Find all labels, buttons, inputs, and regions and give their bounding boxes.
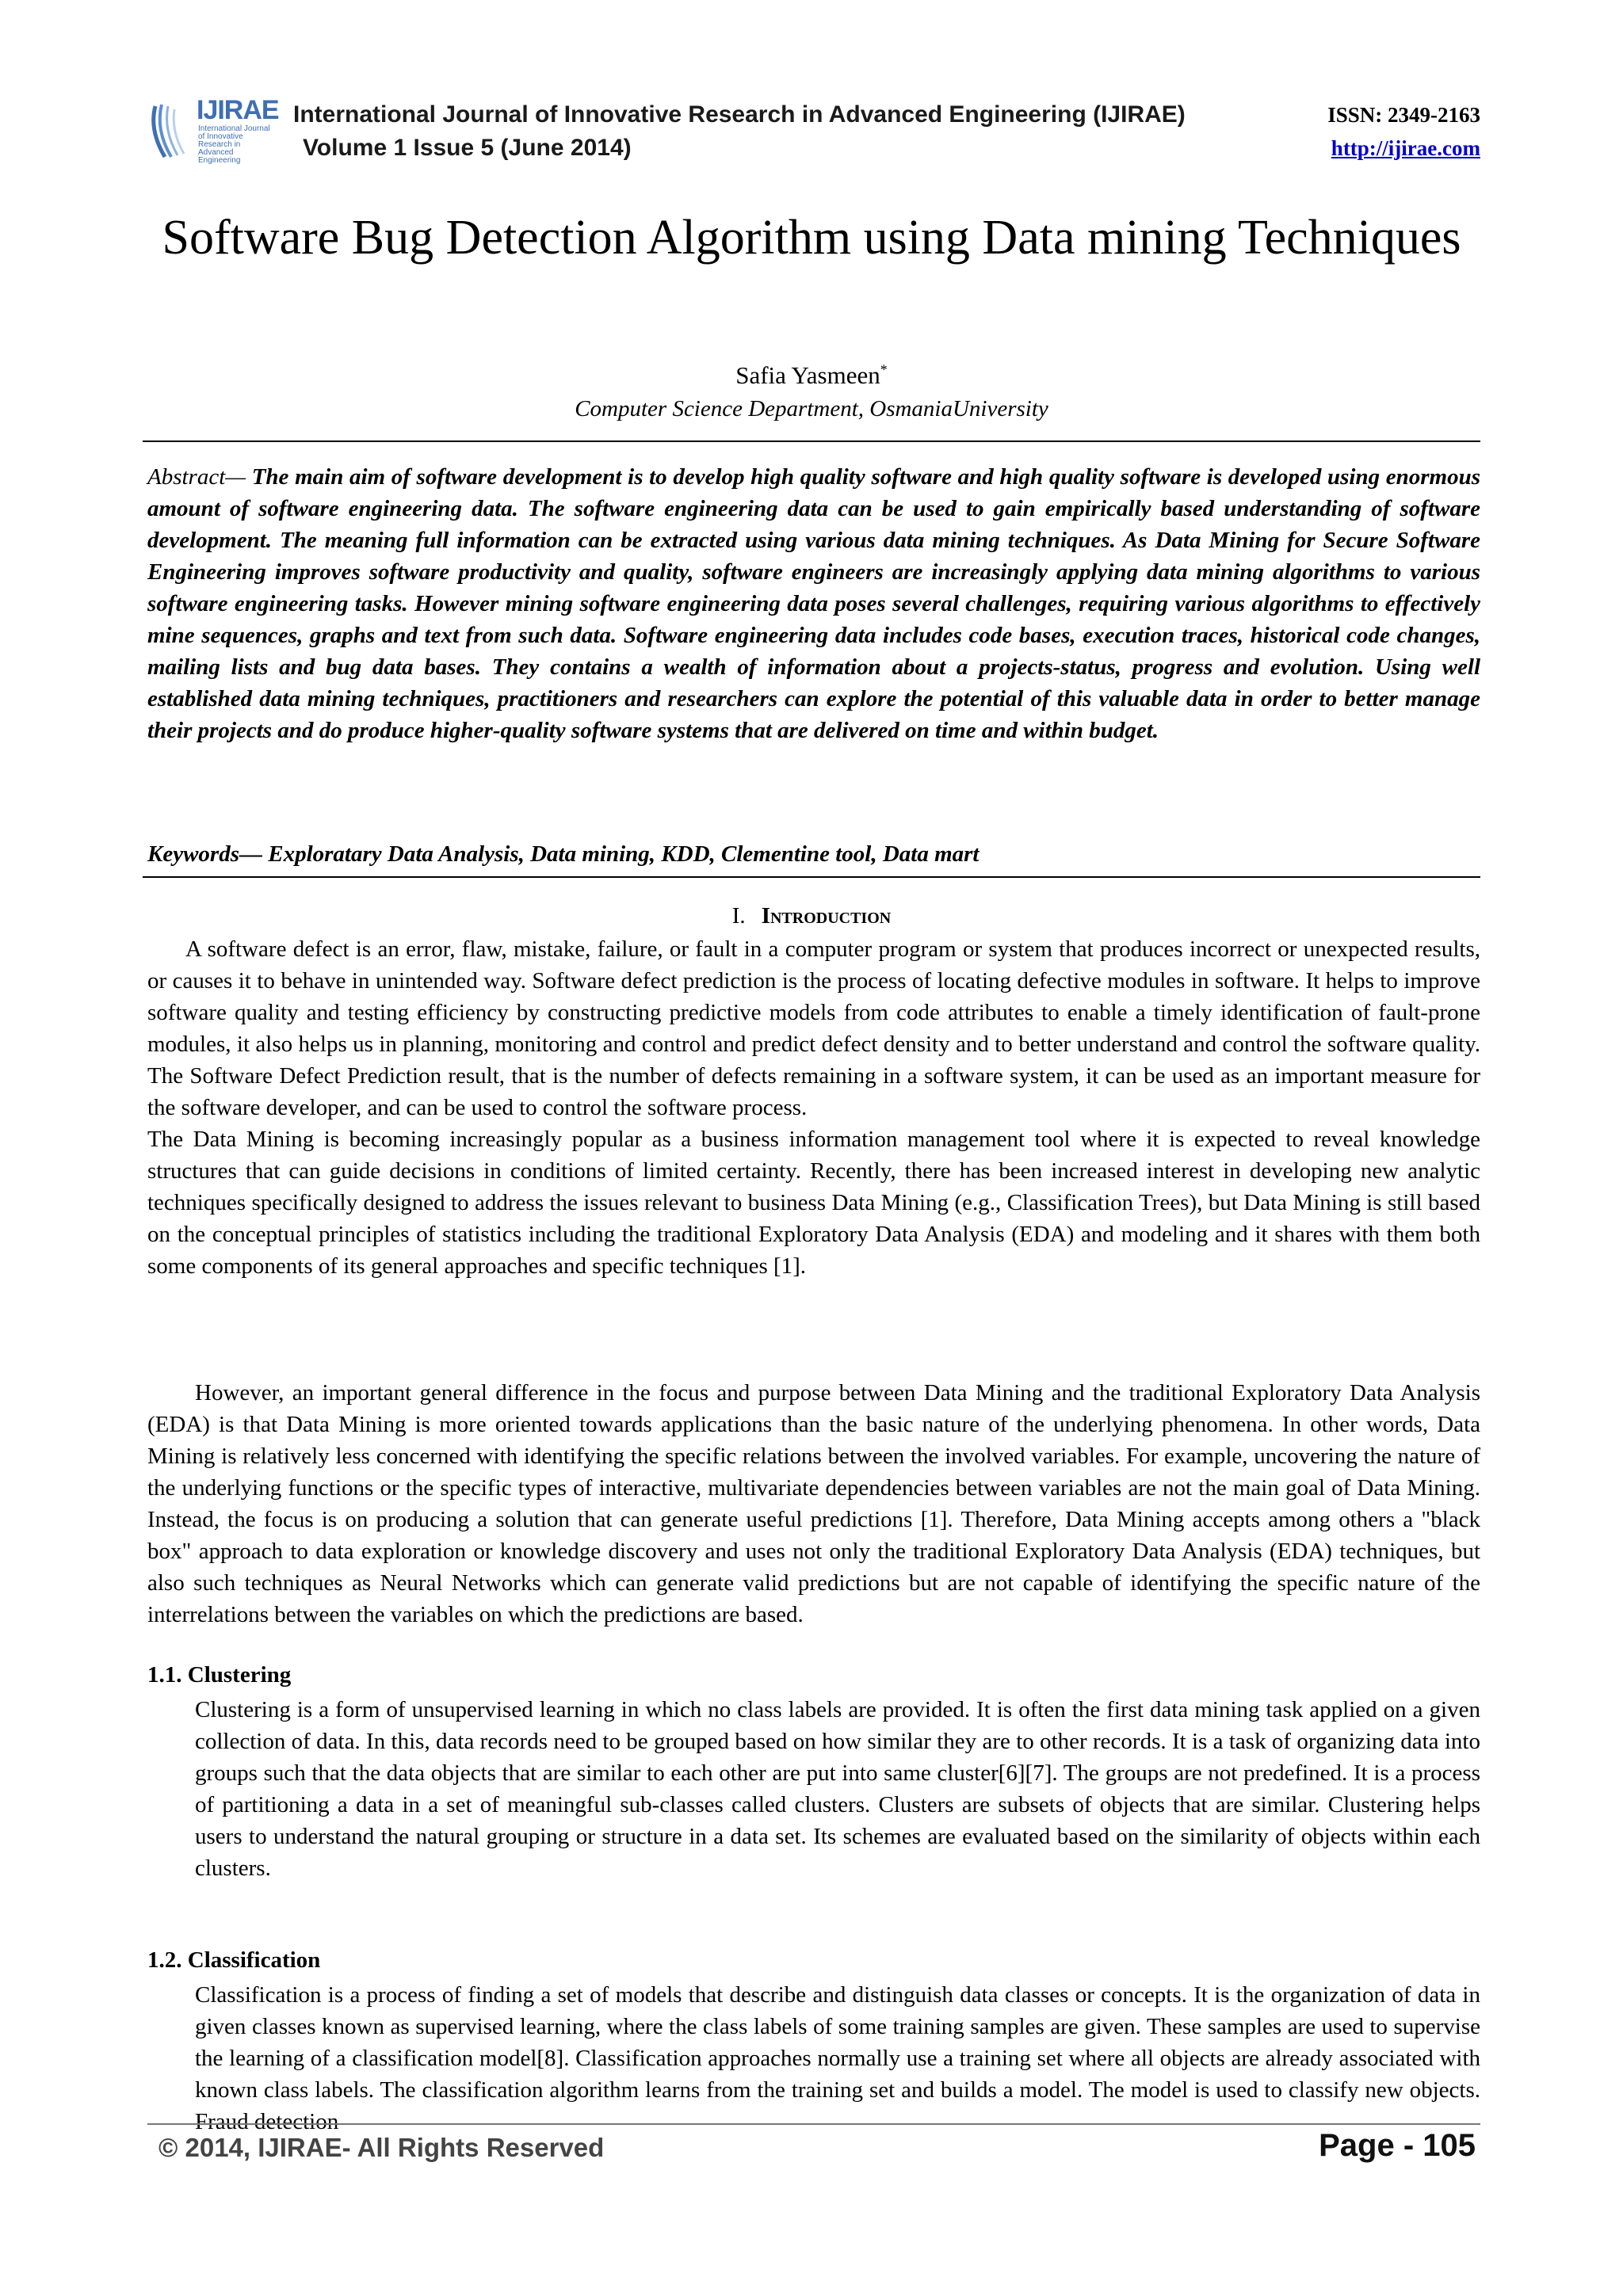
journal-url-link[interactable]: http://ijirae.com <box>1331 136 1480 160</box>
logo-text: IJIRAE <box>197 95 279 125</box>
author-affiliation: Computer Science Department, OsmaniaUniversity <box>575 396 1048 421</box>
keywords: Keywords— Exploratary Data Analysis, Data mining, KDD, Clementine tool, Data mart <box>147 841 980 867</box>
journal-volume: Volume 1 Issue 5 (June 2014) <box>303 135 632 161</box>
abstract <box>147 461 1480 746</box>
classification-text: Classification is a process of finding a set of models that describe and distinguish data classes or concepts. It is the organization of data in given classes known as supervised learning, where the class labels of some training samples are given. These samples are used to supervise the learning of a classification model[8]. Classification approaches normally use a training set where all objects are already associated with known class labels. The classification algorithm learns from the training set and builds a model. The model is used to classify new objects. Fraud detection <box>195 1982 1480 2134</box>
divider-keywords <box>143 876 1480 878</box>
intro-body <box>147 933 1480 1282</box>
logo-subtext: International Journal of Innovative Research in Advanced Engineering <box>198 124 270 165</box>
intro-body-2 <box>147 1377 1480 1630</box>
section-title: Introduction <box>761 903 892 929</box>
footer-page-number: Page - 105 <box>1319 2128 1476 2163</box>
subsection-heading-clustering: 1.1. Clustering <box>147 1662 292 1688</box>
journal-logo <box>147 95 298 166</box>
footer-copyright: © 2014, IJIRAE- All Rights Reserved <box>158 2133 605 2162</box>
author-mark: * <box>880 361 888 378</box>
author-name: Safia Yasmeen <box>735 361 880 389</box>
journal-name: International Journal of Innovative Research in Advanced Engineering (IJIRAE) <box>293 101 1186 128</box>
intro-paragraph-2: The Data Mining is becoming increasingly popular as a business information management tool where it is expected to reveal knowledge structures that can guide decisions in conditions of limited certainty. Recently, there has been increased interest in developing new analytic techniques specifically designed to address the issues relevant to business Data Mining (e.g., Classification Trees), but Data Mining is still based on the conceptual principles of statistics including the traditional Exploratory Data Analysis (EDA) and modeling and it shares with them both some components of its general approaches and specific techniques [1]. <box>147 1127 1480 1279</box>
divider-top <box>143 441 1480 442</box>
section-heading-introduction <box>0 903 1623 929</box>
intro-paragraph-1: A software defect is an error, flaw, mistake, failure, or fault in a computer program or system that produces incorrect or unexpected results, or causes it to behave in unintended way. Software defect prediction is the process of locating defective modules in software. It helps to improve software quality and testing efficiency by constructing predictive models from code attributes to enable a timely identification of fault-prone modules, it also helps us in planning, monitoring and control and predict defect density and to better understand and control the software quality. The Software Defect Prediction result, that is the number of defects remaining in a software system, it can be used as an important measure for the software developer, and can be used to control the software process. <box>147 936 1480 1120</box>
abstract-text: The main aim of software development is to develop high quality software and high quality software is developed using enormous amount of software engineering data. The software engineering data can be used to gain empirically based understanding of software development. The meaning full information can be extracted using various data mining techniques. As Data Mining for Secure Software Engineering improves software productivity and quality, software engineers are increasingly applying data mining algorithms to various software engineering tasks. However mining software engineering data poses several challenges, requiring various algorithms to effectively mine sequences, graphs and text from such data. Software engineering data includes code bases, execution traces, historical code changes, mailing lists and bug data bases. They contains a wealth of information about a projects-status, progress and evolution. Using well established data mining techniques, practitioners and researchers can explore the potential of this valuable data in order to better manage their projects and do produce higher-quality software systems that are delivered on time and within budget. <box>147 464 1480 743</box>
journal-issn: ISSN: 2349-2163 <box>1327 103 1480 127</box>
intro-paragraph-3: However, an important general difference in the focus and purpose between Data Mining and the traditional Exploratory Data Analysis (EDA) is that Data Mining is more oriented towards applications than the basic nature of the underlying phenomena. In other words, Data Mining is relatively less concerned with identifying the specific relations between the involved variables. For example, uncovering the nature of the underlying functions or the specific types of interactive, multivariate dependencies between variables are not the main goal of Data Mining. Instead, the focus is on producing a solution that can generate useful predictions [1]. Therefore, Data Mining accepts among others a "black box" approach to data exploration or knowledge discovery and uses not only the traditional Exploratory Data Analysis (EDA) techniques, but also such techniques as Neural Networks which can generate valid predictions but are not capable of identifying the specific nature of the interrelations between the variables on which the predictions are based. <box>147 1380 1480 1627</box>
footer-divider <box>147 2123 1480 2125</box>
paper-title: Software Bug Detection Algorithm using Data mining Techniques <box>162 211 1461 265</box>
section-number: I. <box>731 903 746 929</box>
clustering-text: Clustering is a form of unsupervised learning in which no class labels are provided. It is often the first data mining task applied on a given collection of data. In this, data records need to be grouped based on how similar they are to other records. It is a task of organizing data into groups such that the data objects that are similar to each other are put into same cluster[6][7]. The groups are not predefined. It is a process of partitioning a data in a set of meaningful sub-classes called clusters. Clusters are subsets of objects that are similar. Clustering helps users to understand the natural grouping or structure in a data set. Its schemes are evaluated based on the similarity of objects within each clusters. <box>195 1697 1480 1881</box>
abstract-lead: Abstract— <box>147 464 246 490</box>
logo-swoosh-icon <box>147 98 193 162</box>
subsection-heading-classification: 1.2. Classification <box>147 1947 321 1973</box>
paper-author <box>0 361 1623 390</box>
journal-header <box>147 93 1480 173</box>
